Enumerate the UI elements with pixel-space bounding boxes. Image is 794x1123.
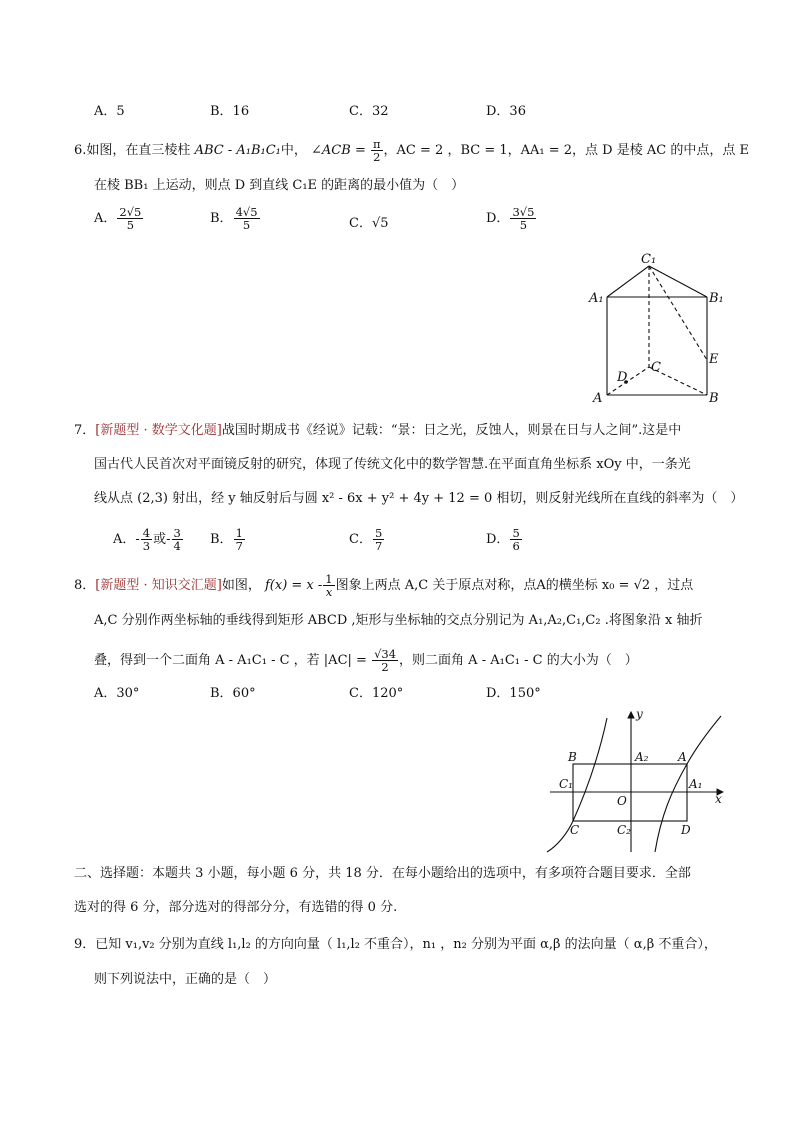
q8-number: 8． bbox=[74, 578, 96, 593]
q7-number: 7． bbox=[74, 423, 96, 438]
q8-option-a: A．30° bbox=[94, 686, 140, 701]
q7-line-3: 线从点 (2,3) 射出，经 y 轴反射后与圆 x² - 6x + y² + 4y + 12 = 0 相切，则反射光线所在直线的斜率为（ ） bbox=[94, 491, 744, 506]
q8-option-b: B．60° bbox=[210, 686, 256, 701]
q8-option-d: D．150° bbox=[486, 686, 541, 701]
q8-tag: [新题型 · 知识交汇题] bbox=[95, 578, 222, 593]
label-b1: B₁ bbox=[709, 291, 724, 306]
q8-option-c: C．120° bbox=[349, 686, 404, 701]
fig-label-o: O bbox=[617, 794, 627, 808]
q8-line-1 bbox=[74, 573, 693, 598]
q8-fx: f(x) = x - bbox=[264, 578, 323, 593]
q5-option-a: A．5 bbox=[94, 104, 125, 119]
q8-line-3 bbox=[94, 648, 638, 673]
q6-option-c: C．√5 bbox=[349, 216, 389, 231]
fig-label-y: y bbox=[636, 707, 643, 721]
q8-frac: $\frac{1}{x}$ bbox=[325, 572, 333, 599]
q6-prism: ABC - A₁B₁C₁ bbox=[194, 143, 281, 158]
fig-label-d: D bbox=[681, 823, 691, 837]
fig-label-a2: A₂ bbox=[635, 750, 649, 764]
q8-text-3b: ，则二面角 A - A₁C₁ - C 的大小为（ ） bbox=[399, 653, 638, 668]
label-a1: A₁ bbox=[589, 291, 604, 306]
fig-label-a: A bbox=[678, 750, 687, 764]
q8-text-3a: 叠，得到一个二面角 A - A₁C₁ - C ，若 |AC| = bbox=[94, 653, 367, 668]
q9-line-2: 则下列说法中，正确的是（ ） bbox=[94, 972, 277, 987]
q6-line-2: 在棱 BB₁ 上运动，则点 D 到直线 C₁E 的距离的最小值为（ ） bbox=[94, 178, 465, 193]
label-a: A bbox=[593, 391, 603, 406]
q6-option-b: B． $\frac{4√5}{5}$ bbox=[210, 205, 258, 232]
q8-ac-frac: $\frac{√34}{2}$ bbox=[374, 647, 397, 674]
q6-option-a: A． $\frac{2√5}{5}$ bbox=[94, 205, 142, 232]
section2-line-1: 二、选择题：本题共 3 小题，每小题 6 分，共 18 分．在每小题给出的选项中，有多项符合题目要求．全部 bbox=[74, 866, 691, 881]
q8-text-a: 如图， bbox=[221, 578, 261, 593]
q8-graph-figure bbox=[545, 706, 730, 856]
label-d: D bbox=[617, 370, 628, 385]
label-c1: C₁ bbox=[641, 252, 657, 267]
q7-option-a: A．- $\frac{4}{3}$ 或- $\frac{3}{4}$ bbox=[113, 526, 181, 553]
q6-text-a: 如图，在直三棱柱 bbox=[86, 143, 191, 158]
section2-line-2: 选对的得 6 分，部分选对的得部分分，有选错的得 0 分. bbox=[74, 900, 398, 915]
label-c: C bbox=[651, 360, 661, 375]
q7-option-b: B． $\frac{1}{7}$ bbox=[210, 526, 243, 553]
q5-option-b: B．16 bbox=[210, 104, 250, 119]
q6-given: ，AC = 2 ，BC = 1，AA₁ = 2，点 D 是棱 AC 的中点，点 E bbox=[383, 143, 749, 158]
fig-label-c2: C₂ bbox=[617, 823, 631, 837]
q6-text-b: 中， bbox=[280, 143, 307, 158]
q7-tag: [新题型 · 数学文化题] bbox=[95, 423, 222, 438]
q7-text-1: 战国时期成书《经说》记载：“景：日之光，反蚀人，则景在日与人之间”.这是中 bbox=[221, 423, 682, 438]
q6-angle-frac: $\frac{\pi}{2}$ bbox=[372, 137, 381, 164]
q6-line-1 bbox=[74, 138, 749, 163]
label-b: B bbox=[709, 391, 719, 406]
fig-label-c1: C₁ bbox=[559, 777, 573, 791]
q7-option-d: D． $\frac{5}{6}$ bbox=[486, 526, 520, 553]
q8-line-2: A,C 分别作两坐标轴的垂线得到矩形 ABCD ,矩形与坐标轴的交点分别记为 A₁,A₂,C₁,C₂ .将图象沿 x 轴折 bbox=[94, 613, 703, 628]
label-e: E bbox=[709, 352, 719, 367]
fig-label-a1: A₁ bbox=[689, 777, 703, 791]
q8-text-b: 图象上两点 A,C 关于原点对称，点A的横坐标 x₀ = √2 ，过点 bbox=[335, 578, 694, 593]
fig-label-c: C bbox=[570, 823, 580, 837]
q9-line-1: 9．已知 v₁,v₂ 分别为直线 l₁,l₂ 的方向向量（ l₁,l₂ 不重合），n₁ ，n₂ 分别为平面 α,β 的法向量（ α,β 不重合）， bbox=[74, 937, 717, 952]
q6-number: 6. bbox=[74, 143, 87, 158]
q6-prism-figure bbox=[585, 250, 730, 410]
q7-line-1 bbox=[74, 421, 681, 441]
q7-line-2: 国古代人民首次对平面镜反射的研究，体现了传统文化中的数学智慧.在平面直角坐标系 xOy 中，一条光 bbox=[94, 457, 691, 472]
fig-label-x: x bbox=[715, 792, 722, 806]
q6-angle: ∠ACB = bbox=[311, 143, 366, 158]
q5-option-c: C．32 bbox=[349, 104, 389, 119]
fig-label-b: B bbox=[568, 750, 577, 764]
q6-option-d: D． $\frac{3√5}{5}$ bbox=[486, 205, 535, 232]
q5-option-d: D．36 bbox=[486, 104, 526, 119]
q7-option-c: C． $\frac{5}{7}$ bbox=[349, 526, 383, 553]
